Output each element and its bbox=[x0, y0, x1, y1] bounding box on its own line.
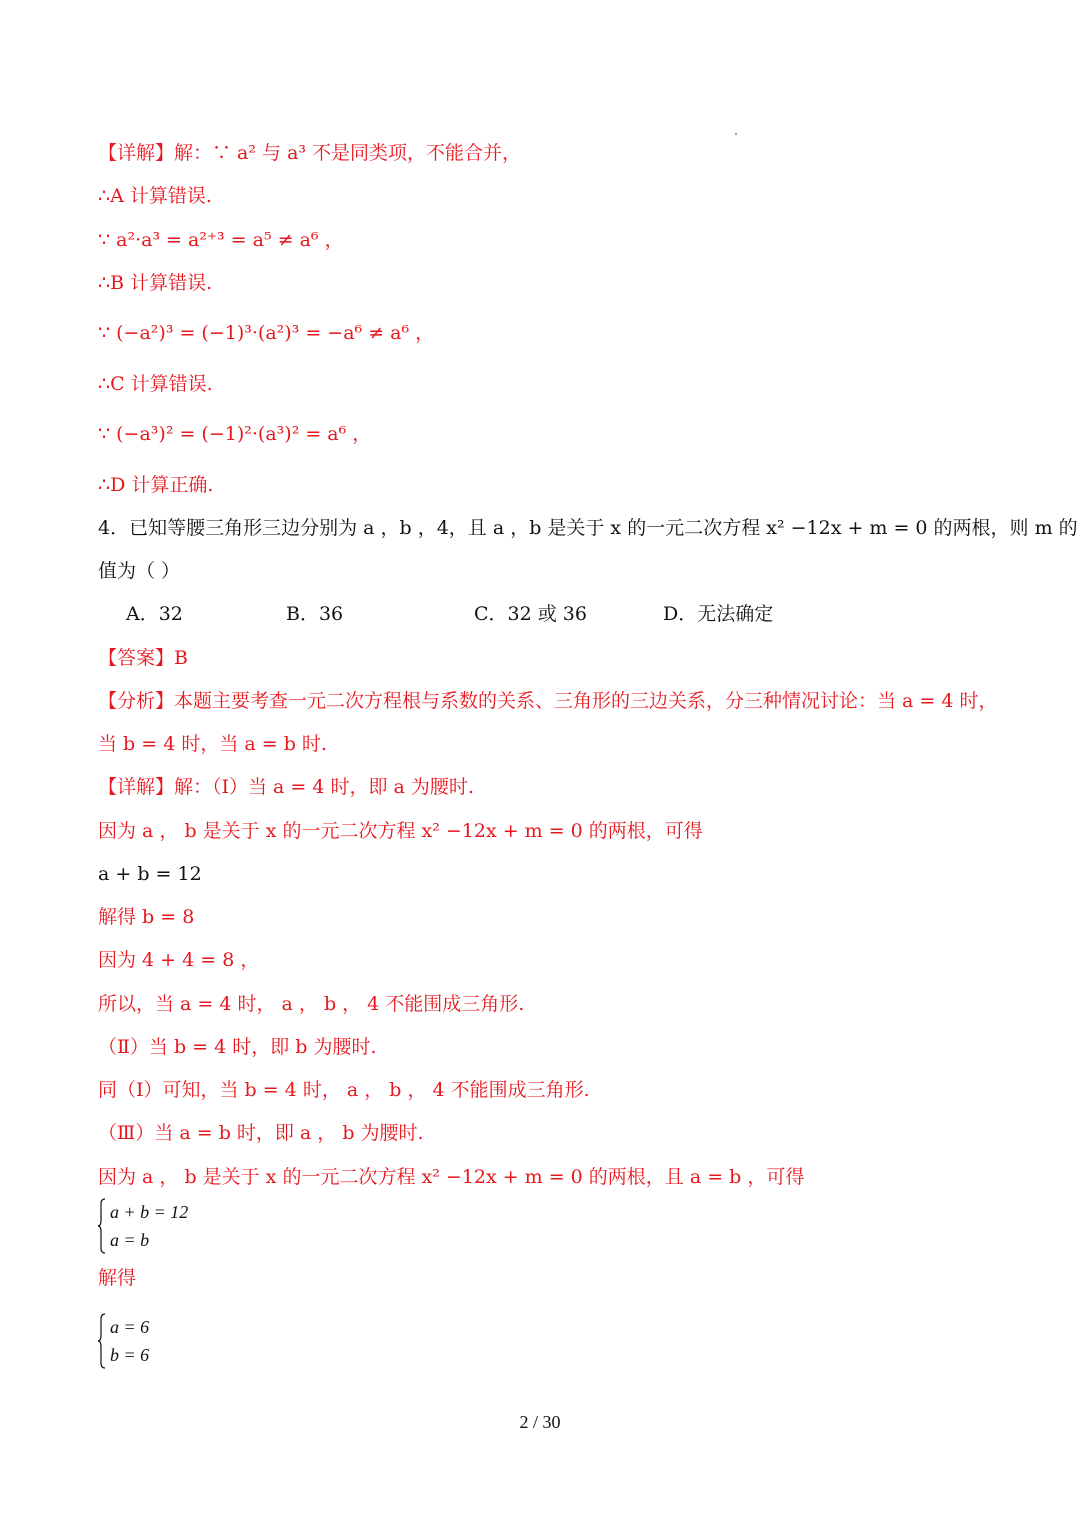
solution-line-c: ∵ (−a²)³ = (−1)³·(a²)³ = −a⁶ ≠ a⁶ ， bbox=[98, 322, 435, 344]
conclusion-b: ∴B 计算错误. bbox=[98, 272, 213, 294]
detail-case-3: （Ⅲ）当 a = b 时，即 a ， b 为腰时. bbox=[98, 1122, 424, 1144]
detail-because-3: 因为 a ， b 是关于 x 的一元二次方程 x² −12x + m = 0 的两根，且 a = b ，可得 bbox=[98, 1166, 805, 1188]
system-1-row-1: a + b = 12 bbox=[110, 1202, 189, 1222]
conclusion-d: ∴D 计算正确. bbox=[98, 474, 214, 496]
solve-label: 解得 bbox=[98, 1267, 137, 1289]
page-number: 2 / 30 bbox=[519, 1412, 561, 1432]
question-4-stem: 4．已知等腰三角形三边分别为 a ，b ，4，且 a ，b 是关于 x 的一元二次方程 x² −12x + m = 0 的两根，则 m 的 bbox=[98, 517, 1078, 539]
detail-because-1: 因为 a ， b 是关于 x 的一元二次方程 x² −12x + m = 0 的两根，可得 bbox=[98, 820, 703, 842]
option-c: C．32 或 36 bbox=[474, 603, 587, 625]
conclusion-case-1: 所以，当 a = 4 时， a ， b ， 4 不能围成三角形. bbox=[98, 993, 525, 1015]
detail-case-1: 【详解】解：（Ⅰ）当 a = 4 时，即 a 为腰时. bbox=[98, 776, 474, 798]
brace-icon bbox=[98, 1313, 106, 1369]
equation-sum: a + b = 12 bbox=[98, 863, 202, 885]
question-4-stem-cont: 值为（ ） bbox=[98, 560, 181, 582]
analysis-line-2: 当 b = 4 时，当 a = b 时. bbox=[98, 733, 327, 755]
stray-dot bbox=[735, 133, 737, 135]
analysis-line-1: 【分析】本题主要考查一元二次方程根与系数的关系、三角形的三边关系，分三种情况讨论：当 a = 4 时， bbox=[98, 690, 998, 712]
because-sum: 因为 4 + 4 = 8 ， bbox=[98, 949, 260, 971]
brace-icon bbox=[98, 1198, 106, 1254]
option-a: A．32 bbox=[126, 603, 183, 625]
detail-case-2: （Ⅱ）当 b = 4 时，即 b 为腰时. bbox=[98, 1036, 377, 1058]
system-1-row-2: a = b bbox=[110, 1230, 150, 1250]
solve-b: 解得 b = 8 bbox=[98, 906, 195, 928]
option-d: D．无法确定 bbox=[663, 603, 774, 625]
equation-system-1 bbox=[98, 1198, 298, 1254]
solution-line-d: ∵ (−a³)² = (−1)²·(a³)² = a⁶ ， bbox=[98, 423, 372, 445]
solution-line-b: ∵ a²·a³ = a²⁺³ = a⁵ ≠ a⁶ ， bbox=[98, 229, 344, 251]
answer-line: 【答案】B bbox=[98, 647, 188, 669]
system-2-row-1: a = 6 bbox=[110, 1317, 150, 1337]
option-b: B．36 bbox=[286, 603, 344, 625]
conclusion-c: ∴C 计算错误. bbox=[98, 373, 213, 395]
conclusion-case-2: 同（Ⅰ）可知，当 b = 4 时， a ， b ， 4 不能围成三角形. bbox=[98, 1079, 590, 1101]
solution-line-1: 【详解】解：∵ a² 与 a³ 不是同类项，不能合并， bbox=[98, 142, 522, 164]
equation-system-2 bbox=[98, 1313, 298, 1369]
conclusion-a: ∴A 计算错误. bbox=[98, 185, 212, 207]
system-2-row-2: b = 6 bbox=[110, 1345, 150, 1365]
